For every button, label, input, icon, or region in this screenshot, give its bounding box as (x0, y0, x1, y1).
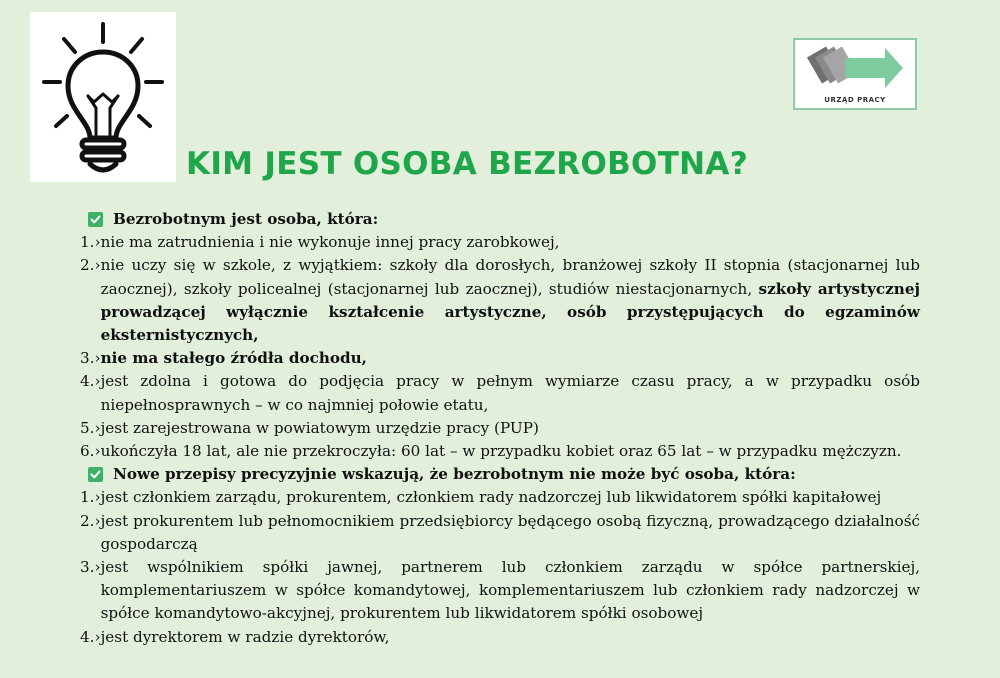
list-item-text: nie ma zatrudnienia i nie wykonuje innej pracy zarobkowej, (100, 233, 560, 252)
section1-heading (80, 208, 920, 231)
list-item-text: jest wspólnikiem spółki jawnej, partnerem lub członkiem zarządu w spółce partnerskiej, komplementariuszem w spółce komandytowej, komplementariuszem lub członkiem rady nadzorczej w spółce komandytowo-akcyjnej, prokurentem lub likwidatorem spółki osobowej (100, 558, 920, 623)
list-item-text: nie ma stałego źródła dochodu, (100, 349, 367, 368)
list-item: 4.› jest zdolna i gotowa do podjęcia pracy w pełnym wymiarze czasu pracy, a w przypadku osób niepełnosprawnych – w co najmniej połowie etatu, (80, 370, 920, 416)
lightbulb-icon (30, 12, 176, 182)
list-item: 2.› nie uczy się w szkole, z wyjątkiem: szkoły dla dorosłych, branżowej szkoły II stopnia (stacjonarnej lub zaocznej), szkoły policealnej (stacjonarnej lub zaocznej), studiów niestacjonarnych, szkoły artystycznej prowadzącej wyłącznie kształcenie artystyczne, osób przystępujących do egzaminów eksternistycznych, (80, 254, 920, 347)
list-item-text: jest dyrektorem w radzie dyrektorów, (100, 627, 390, 646)
list-item: 2.› jest prokurentem lub pełnomocnikiem przedsiębiorcy będącego osobą fizyczną, prowadzącego działalność gospodarczą (80, 510, 920, 556)
list-item: 6.› ukończyła 18 lat, ale nie przekroczyła: 60 lat – w przypadku kobiet oraz 65 lat – w przypadku mężczyzn. (80, 440, 920, 463)
list-item: 3.› nie ma stałego źródła dochodu, (80, 347, 920, 370)
main-content (80, 208, 920, 649)
list-item-text: jest zdolna i gotowa do podjęcia pracy w pełnym wymiarze czasu pracy, a w przypadku osób niepełnosprawnych – w co najmniej połowie etatu, (100, 372, 920, 414)
section2-heading (80, 463, 920, 486)
list-item-text: jest członkiem zarządu, prokurentem, członkiem rady nadzorczej lub likwidatorem spółki kapitałowej (100, 488, 882, 507)
check-icon (88, 467, 103, 482)
section2-list (80, 486, 920, 648)
list-item: 1.› jest członkiem zarządu, prokurentem, członkiem rady nadzorczej lub likwidatorem spółki kapitałowej (80, 486, 920, 509)
section2-heading-text: Nowe przepisy precyzyjnie wskazują, że bezrobotnym nie może być osoba, która: (113, 465, 796, 484)
list-item-text: ukończyła 18 lat, ale nie przekroczyła: 60 lat – w przypadku kobiet oraz 65 lat – w przypadku mężczyzn. (100, 442, 902, 461)
list-item: 5.› jest zarejestrowana w powiatowym urzędzie pracy (PUP) (80, 417, 920, 440)
section1-list (80, 231, 920, 463)
list-item-text: jest prokurentem lub pełnomocnikiem przedsiębiorcy będącego osobą fizyczną, prowadzącego działalność gospodarczą (100, 511, 920, 553)
list-item: 1.› nie ma zatrudnienia i nie wykonuje innej pracy zarobkowej, (80, 231, 920, 254)
logo-text: URZĄD PRACY (824, 96, 886, 104)
list-item: 4.› jest dyrektorem w radzie dyrektorów, (80, 626, 920, 649)
list-item-text: nie uczy się w szkole, z wyjątkiem: szkoły dla dorosłych, branżowej szkoły II stopnia (stacjonarnej lub zaocznej), szkoły policealnej (stacjonarnej lub zaocznej), studiów niestacjonarnych, szkoły artystycznej prowadzącej wyłącznie kształcenie artystyczne, osób przystępujących do egzaminów eksternistycznych, (100, 256, 920, 345)
urzad-pracy-logo (793, 38, 917, 110)
section1-heading-text: Bezrobotnym jest osoba, która: (113, 210, 379, 228)
list-item-text: jest zarejestrowana w powiatowym urzędzie pracy (PUP) (100, 418, 539, 437)
check-icon (88, 212, 103, 227)
page-title: KIM JEST OSOBA BEZROBOTNA? (186, 146, 748, 182)
list-item: 3.› jest wspólnikiem spółki jawnej, partnerem lub członkiem zarządu w spółce partnerskiej, komplementariuszem w spółce komandytowej, komplementariuszem lub członkiem rady nadzorczej w spółce komandytowo-akcyjnej, prokurentem lub likwidatorem spółki osobowej (80, 556, 920, 626)
